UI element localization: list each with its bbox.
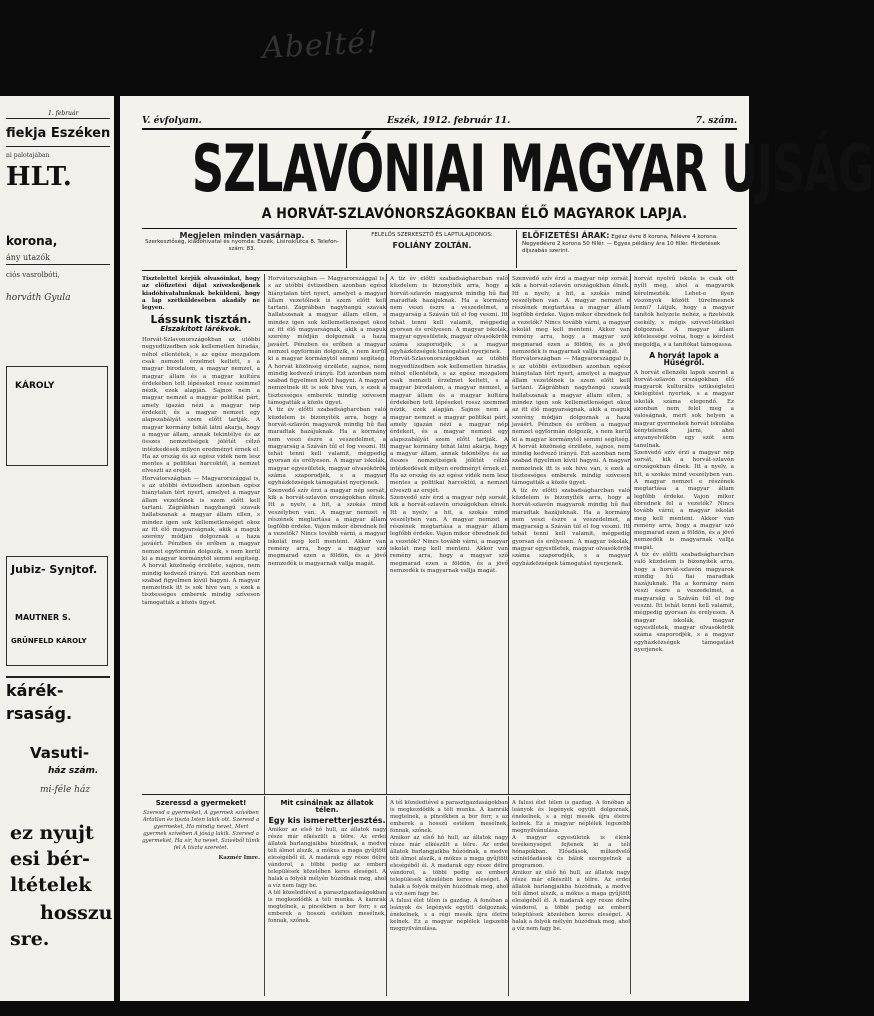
editorial-address: Szerkesztőség, kiadóhivatal és nyomda: Eszék, Lisinskiutca 8. Telefon-szám: 83.	[145, 239, 339, 252]
publication-schedule: Megjelen minden vasárnap.	[179, 231, 305, 240]
adjacent-text: mi-féle ház	[40, 785, 91, 795]
adjacent-page-date: 1. február	[48, 110, 79, 117]
lower-column-4	[512, 800, 630, 996]
article-body: Amikor az első hó hull, az állatok nagy része már elkészült a télre. Az erdei állatok barlangjaikba húzódnak, a medve téli álmot alszik, a mókus a maga gyűjtött eleségéből él. A madarak egy része délre vándorol, a többi pedig az emberi települések közelében keres eleséget. A halak a folyók mélyén húzódnak meg, ahol a víz nem fagy be.	[512, 870, 630, 932]
article-body: Horvátországban — Magyarországgal is, s az utóbbi évtizedben azonban egész hiánytalan tért nyert, amelyet a magyar állam vezetőinek is szem előtt kell tartani. Zágrábban nagyhangú szavak hallatszanak a magyar állam ellen, s mindez igen sok kellemetlenséget okoz az itt élő magyarságnak, akik a maguk szerény módján dolgoznak a haza javáért. Pénzben és erőben a magyar nemzet egyformán dolgozik, s nem kerül ki a magyar kormánytól semmi segítség. A horvát közönség érzülete, sajnos, nem mindig kedvező irányú. Ezt azonban nem szabad figyelmen kívül hagyni. A magyar nemzetnek itt is sok hive van, s ezek a tisztességes emberek mindig szívesen támogatták a közös ügyet.	[512, 356, 630, 487]
article-body: A tíz év előtti szabadságharcban való küzdelem is bizonyíték arra, hogy a horvát-szlavón magyarok mindig hű fiai maradtak hazájuknak. Ha a kormány nem veszi észre a veszedelmet, a magyarság a Száván túl el fog veszni. Itt tehát tenni kell valamit, mégpedig gyorsan és erélyesen. A magyar iskolák, magyar egyesületek, magyar olvasókörök száma szaporodjék, s a magyar egyházközségek támogatást nyerjenek.	[268, 407, 386, 487]
adjacent-page	[0, 96, 114, 1001]
adjacent-heading: kárék-	[6, 681, 64, 700]
column-2	[268, 276, 386, 791]
feature-section	[268, 800, 386, 996]
article-body: Horvát-Szlavonországokban az utóbbi negyedtizedben sok kellemetlen hiradás, néhol ellentétek, s az egész mozgalom csak nemzeti érzelmet keltett, s a magyar birodalom, a magyar nemzet, a magyar állam és a magyar kultúra érdekében tett lépéseket rossz szemmel nézik, ezek alapján. Sajnos nem a magyar nemzet a magyar politikai párt, amely igazán nézi a magyar nép érdekeit, és a magyar nemzet egy alapszabályát szem előtt tartják. A magyar kormány tehát látni akarja, hogy a magyar állam, annak tekintélye és az összes nemzetiségek jólétét célzó intézkedések milyen eredményt érnek el. Ha az ország és az egész vidék nem lesz mentes a politikai harcoktól, a nemzet elveszti az erejét.	[142, 337, 260, 475]
place-date: Eszék, 1912. február 11.	[387, 116, 511, 126]
column-3	[390, 276, 508, 791]
lower-column-3	[390, 800, 508, 996]
article-body: A tíz év előtti szabadságharcban való küzdelem is bizonyíték arra, hogy a horvát-szlavón magyarok mindig hű fiai maradtak hazájuknak. Ha a kormány nem veszi észre a veszedelmet, a magyarság a Száván túl el fog veszni. Itt tehát tenni kell valamit, mégpedig gyorsan és erélyesen. A magyar iskolák, magyar egyesületek, magyar olvasókörök száma szaporodjék, s a magyar egyházközségek támogatást nyerjenek.	[512, 487, 630, 567]
adjacent-heading: sre.	[10, 928, 50, 950]
article-body: A magyar egyesületek is élénk tevékenységet fejtenek ki a téli hónapokban. Előadások, műkedvelő színielőadások és bálok szerepelnek a programon.	[512, 835, 630, 869]
adjacent-text: ány utazók	[6, 253, 50, 262]
adjacent-heading: rsaság.	[6, 704, 73, 723]
handwritten-annotation: Abelté!	[261, 24, 380, 67]
adjacent-heading: Vasuti-	[30, 744, 90, 762]
subscription-prices: Egész évre 8 korona, Félévre 4 korona. Negyedévre 2 korona 50 fillér. — Egyes példány ára 10 fillér. Hirdetések díjszabás szerint.	[522, 234, 721, 254]
adjacent-heading: korona,	[6, 234, 58, 248]
editor-name: FOLIÁNY ZOLTÁN.	[392, 241, 472, 250]
poem-author: Kazmér Imre.	[218, 855, 260, 861]
adjacent-heading: esi bér-	[10, 848, 90, 870]
article-body: Szenvedő szív érzi a magyar nép sorsát, kik a horvát-szlavón országokban élnek. Itt a nyelv, a hit, a szokás mind veszélyben van. A magyar nemzet e részének megtartása a magyar állam legfőbb érdeke. Vajon mikor ébrednek fel a vezetők? Nincs tovább várni, a magyar iskolát meg kell menteni. Akkor van remény arra, hogy a magyar szó megmarad ezen a földön, és a jövő nemzedék is magyarnak vallja magát.	[268, 487, 386, 567]
newspaper-page	[120, 96, 874, 1001]
adjacent-heading: hosszu	[40, 902, 113, 924]
issue-number: 7. szám.	[695, 116, 737, 126]
adjacent-text: ciós vasrolbóti,	[6, 271, 60, 279]
subscription-title: ELŐFIZETÉSI ÁRAK:	[522, 231, 610, 240]
info-left	[142, 232, 342, 266]
article-body: Horvátországban — Magyarországgal is, s az utóbbi évtizedben azonban egész hiánytalan tért nyert, amelyet a magyar állam vezetőinek is szem előtt kell tartani. Zágrábban nagyhangú szavak hallatszanak a magyar állam ellen, s mindez igen sok kellemetlenséget okoz az itt élő magyarságnak, akik a maguk szerény módján dolgoznak a haza javáért. Pénzben és erőben a magyar nemzet egyformán dolgozik, s nem kerül ki a magyar kormánytól semmi segítség. A horvát közönség érzülete, sajnos, nem mindig kedvező irányú. Ezt azonban nem szabad figyelmen kívül hagyni. A magyar nemzetnek itt is sok hive van, s ezek a tisztességes emberek mindig szívesen támogatták a közös ügyet.	[268, 276, 386, 407]
article-body: Szenvedő szív érzi a magyar nép sorsát, kik a horvát-szlavón országokban élnek. Itt a nyelv, a hit, a szokás mind veszélyben van. A magyar nemzet e részének megtartása a magyar állam legfőbb érdeke. Vajon mikor ébrednek fel a vezetők? Nincs tovább várni, a magyar iskolát meg kell menteni. Akkor van remény arra, hogy a magyar szó megmarad ezen a földön, és a jövő nemzedék is magyarnak vallja magát.	[390, 494, 508, 574]
newspaper-subtitle: A HORVÁT-SZLAVÓNORSZÁGOKBAN ÉLŐ MAGYAROK LAPJA.	[261, 206, 688, 222]
article-body: Amikor az első hó hull, az állatok nagy része már elkészült a télre. Az erdei állatok barlangjaikba húzódnak, a medve téli álmot alszik, a mókus a maga gyűjtött eleségéből él. A madarak egy része délre vándorol, a többi pedig az emberi települések közelében keres eleséget. A halak a folyók mélyén húzódnak meg, ahol a víz nem fagy be.	[390, 835, 508, 897]
adjacent-name: GRÜNFELD KÁROLY	[11, 637, 87, 645]
adjacent-heading: fiekja Eszéken	[6, 126, 111, 141]
adjacent-text: horváth Gyula	[6, 293, 71, 303]
adjacent-heading: ez nyujt	[10, 822, 94, 844]
column-5	[634, 276, 734, 991]
article-title: A horvát lapok a Hűségről.	[649, 350, 719, 368]
article-body: A tél közeledtével a parasztgazdaságokban is megkezdődik a téli munka. A kamrák megtelnek, a pincékben a bor forr, s az emberek a hosszú estéken mesélnek, fonnak, szőnek.	[390, 800, 508, 834]
article-body: A horvát ellenzéki lapok szerint a horvát-szlavón országokban élő magyarok kulturális szükségletei kielégítést nyertek, s a magyar iskolák száma elegendő. Ez azonban nem felel meg a valóságnak, mert sok helyen a magyar gyermekek horvát iskolába kénytelenek járni, ahol anyanyelvükön egy szót sem tanulnak.	[634, 369, 734, 449]
adjacent-heading: ház szám.	[48, 766, 99, 776]
poem-title: Szeressd a gyermeket!	[155, 799, 247, 807]
info-right	[522, 232, 734, 266]
article-body: Szenvedő szív érzi a magyar nép sorsát, kik a horvát-szlavón országokban élnek. Itt a nyelv, a hit, a szokás mind veszélyben van. A magyar nemzet e részének megtartása a magyar állam legfőbb érdeke. Vajon mikor ébrednek fel a vezetők? Nincs tovább várni, a magyar iskolát meg kell menteni. Akkor van remény arra, hogy a magyar szó megmarad ezen a földön, és a jövő nemzedék is magyarnak vallja magát.	[512, 276, 630, 355]
column-1	[142, 276, 260, 791]
masthead-top-line	[142, 116, 737, 126]
adjacent-heading: ltételek	[10, 874, 92, 896]
adjacent-name: KÁROLY	[15, 381, 55, 391]
feature-body: A tél közeledtével a parasztgazdaságokban is megkezdődik a téli munka. A kamrák megtelnek, a pincékben a bor forr, s az emberek a hosszú estéken mesélnek, fonnak, szőnek.	[268, 890, 386, 924]
adjacent-ad-box	[6, 556, 108, 666]
article-title: Lássunk tisztán.	[150, 313, 252, 327]
feature-body: Amikor az első hó hull, az állatok nagy része már elkészült a télre. Az erdei állatok barlangjaikba húzódnak, a medve téli álmot alszik, a mókus a maga gyűjtött eleségéből él. A madarak egy része délre vándorol, a többi pedig az emberi települések közelében keres eleséget. A halak a folyók mélyén húzódnak meg, ahol a víz nem fagy be.	[268, 827, 386, 889]
adjacent-name: MAUTNER S.	[15, 613, 71, 622]
subscription-notice: Tisztelettel kérjük olvasóinkat, hogy az elöfizetési díjat szíveskedjenek kiadóhivatalunknak beküldeni, hogy a lap szétküldésében akadály ne legyen.	[142, 276, 260, 312]
article-subtitle: Elszakított lárékvok.	[160, 324, 242, 333]
article-body: A tíz év előtti szabadságharcban való küzdelem is bizonyíték arra, hogy a horvát-szlavón magyarok mindig hű fiai maradtak hazájuknak. Ha a kormány nem veszi észre a veszedelmet, a magyarság a Száván túl el fog veszni. Itt tehát tenni kell valamit, mégpedig gyorsan és erélyesen. A magyar iskolák, magyar egyesületek, magyar olvasókörök száma szaporodjék, s a magyar egyházközségek támogatást nyerjenek.	[634, 551, 734, 653]
poem-text: Szeresd a gyermeket, A gyermek szívében Ártatlan és tiszta Isten lakik ott. Szeresd a gyermeket, Ha mindig nevet, Mert gyermek szívében A jóság lakik. Szeresd a gyermeket, Ha sír, ha nevet, Szívéből tűnik fel A tiszta szeretet.	[142, 810, 260, 851]
article-body: Horvát-Szlavonországokban az utóbbi negyedtizedben sok kellemetlen hiradás, néhol ellentétek, s az egész mozgalom csak nemzeti érzelmet keltett, s a magyar birodalom, a magyar nemzet, a magyar állam és a magyar kultúra érdekében tett lépéseket rossz szemmel nézik, ezek alapján. Sajnos nem a magyar nemzet a magyar politikai párt, amely igazán nézi a magyar nép érdekeit, és a magyar nemzet egy alapszabályát szem előtt tartják. A magyar kormány tehát látni akarja, hogy a magyar állam, annak tekintélye és az összes nemzetiségek jólétét célzó intézkedések milyen eredményt érnek el. Ha az ország és az egész vidék nem lesz mentes a politikai harcoktól, a nemzet elveszti az erejét.	[390, 356, 508, 494]
article-body: Horvátországban — Magyarországgal is, s az utóbbi évtizedben azonban egész hiánytalan tért nyert, amelyet a magyar állam vezetőinek is szem előtt kell tartani. Zágrábban nagyhangú szavak hallatszanak a magyar állam ellen, s mindez igen sok kellemetlenséget okoz az itt élő magyarságnak, akik a maguk szerény módján dolgoznak a haza javáért. Pénzben és erőben a magyar nemzet egyformán dolgozik, s nem kerül ki a magyar kormánytól semmi segítség. A horvát közönség érzülete, sajnos, nem mindig kedvező irányú. Ezt azonban nem szabad figyelmen kívül hagyni. A magyar nemzetnek itt is sok hive van, s ezek a tisztességes emberek mindig szívesen támogatták a közös ügyet.	[142, 475, 260, 606]
info-mid	[352, 232, 512, 266]
poem-section	[142, 800, 260, 996]
feature-subtitle: Egy kis ismeretterjesztés.	[268, 816, 386, 825]
adjacent-name: Jubiz- Synjtof.	[11, 563, 98, 576]
newspaper-title: SZLAVÓNIAI MAGYAR UJSÁG	[191, 132, 874, 207]
editor-label: FELELŐS SZERKESZTŐ ÉS LAPTULAJDONOS:	[371, 232, 493, 238]
adjacent-ad-box	[6, 366, 108, 466]
adjacent-heading: HLT.	[6, 162, 72, 192]
column-4	[512, 276, 630, 791]
article-body: Szenvedő szív érzi a magyar nép sorsát, kik a horvát-szlavón országokban élnek. Itt a nyelv, a hit, a szokás mind veszélyben van. A magyar nemzet e részének megtartása a magyar állam legfőbb érdeke. Vajon mikor ébrednek fel a vezetők? Nincs tovább várni, a magyar iskolát meg kell menteni. Akkor van remény arra, hogy a magyar szó megmarad ezen a földön, és a jövő nemzedék is magyarnak vallja magát.	[634, 449, 734, 551]
article-body: A falusi élet télen is gazdag. A fonóban a leányok és legények együtt dolgoznak, énekelnek, s a régi mesék újra életre kelnek. Ez a magyar néplélek legszebb megnyilvánulása.	[390, 898, 508, 932]
adjacent-text: ni palotajában	[6, 152, 50, 159]
article-body: A tíz év előtti szabadságharcban való küzdelem is bizonyíték arra, hogy a horvát-szlavón magyarok mindig hű fiai maradtak hazájuknak. Ha a kormány nem veszi észre a veszedelmet, a magyarság a Száván túl el fog veszni. Itt tehát tenni kell valamit, mégpedig gyorsan és erélyesen. A magyar iskolák, magyar egyesületek, magyar olvasókörök száma szaporodjék, s a magyar egyházközségek támogatást nyerjenek.	[390, 276, 508, 355]
article-body: horvát nyelvű iskola is csak ott nyílt meg, ahol a magyarok kérelmezték. Lehet-e ilyen viszonyok között türelmesnek lenni? Látjuk, hogy a magyar tanítók helyzete nehéz, a fizetésük csekély, s mégis szívvel-lélekkel dolgoznak. A magyar állam kötelessége volna, hogy a kérdést megoldja, s a tanítókat támogassa.	[634, 276, 734, 348]
article-body: A falusi élet télen is gazdag. A fonóban a leányok és legények együtt dolgoznak, énekelnek, s a régi mesék újra életre kelnek. Ez a magyar néplélek legszebb megnyilvánulása.	[512, 800, 630, 834]
feature-title: Mit csinálnak az állatok télen.	[280, 799, 374, 814]
volume-label: V. évfolyam.	[142, 116, 202, 126]
